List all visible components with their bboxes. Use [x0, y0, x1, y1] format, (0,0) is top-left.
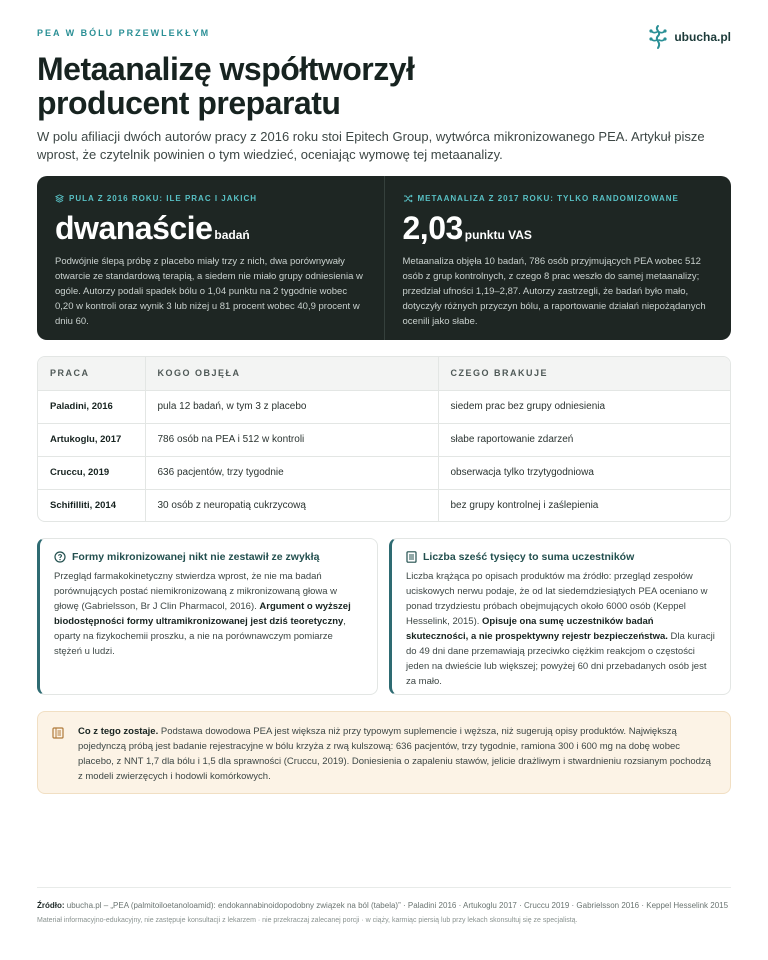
table-cell: 636 pacjentów, trzy tygodnie	[145, 456, 438, 489]
table-cell: pula 12 badań, w tym 3 z placebo	[145, 390, 438, 423]
stat-2017	[384, 176, 732, 340]
column-header: CZEGO BRAKUJE	[450, 368, 549, 379]
title-line-2: producent preparatu	[37, 85, 341, 121]
kicker: PEA W BÓLU PRZEWLEKŁYM	[37, 28, 211, 38]
stat-value	[403, 210, 714, 247]
stat-number: 2,03	[402, 210, 463, 246]
layers-icon	[55, 194, 64, 203]
title-line-1: Metaanalizę współtworzył	[37, 51, 415, 87]
stat-description: Podwójnie ślepą próbę z placebo miały trzy z nich, dwa porównywały otwarcie ze standardową terapią, a siedem nie miało grupy odniesienia w ogóle. Autorzy podali spadek bólu o 1,04 punktu na 2 tygodnie wobec 0,20 w kontroli oraz wynik 3 lub niżej u 81 procent wobec 40,9 procent w dniu 60.	[55, 256, 363, 327]
card-body: Liczba krążąca po opisach produktów ma źródło: przegląd zespołów uciskowych nerwu podaje, że od lat siedemdziesiątych PEA oceniano w ponad trzydziestu próbach obejmujących około 6000 osób (Keppel Hesselink, 2015). Opisuje ona sumę uczestników badań skuteczności, a nie prospektywny rejestr bezpieczeństwa. Dla kuracji do 49 dni dane przemawiają przeciwko ciężkim reakcjom o częstości jeden na dwieście lub większej; powyżej 60 dni przebadanych osób jest za mało.	[406, 571, 715, 687]
stat-value	[55, 210, 366, 247]
table-cell: Artukoglu, 2017	[38, 423, 145, 456]
column-header: PRACA	[50, 368, 90, 379]
footer	[37, 887, 731, 924]
table-row	[38, 456, 730, 489]
card-micronized	[37, 538, 378, 695]
studies-table	[37, 356, 731, 522]
table-cell: słabe raportowanie zdarzeń	[438, 423, 730, 456]
header	[37, 28, 731, 164]
sources: Źródło: ubucha.pl – „PEA (palmitoiloetanoloamid): endokannabinoidopodobny związek na ból (tabela)” · Paladini 2016 · Artukoglu 2017 · Cruccu 2019 · Gabrielsson 2016 · Keppel Hesselink 2015	[37, 901, 729, 910]
card-body: Przegląd farmakokinetyczny stwierdza wprost, że nie ma badań porównujących postać niemikronizowaną z mikronizowaną głowa w głowę (Gabrielsson, Br J Clin Pharmacol, 2016). Argument o wyższej biodostępności formy ultramikronizowanej jest dziś teoretyczny, oparty na fizykochemii proszku, a nie na porównawczym pomiarze stężeń u ludzi.	[54, 571, 351, 657]
card-title: Liczba sześć tysięcy to suma uczestników	[406, 551, 716, 563]
table-cell: obserwacja tylko trzytygodniowa	[438, 456, 730, 489]
stat-unit: punktu VAS	[464, 228, 532, 242]
lead-paragraph: W polu afiliacji dwóch autorów pracy z 2016 roku stoi Epitech Group, wytwórca mikronizowanego PEA. Artykuł pisze wprost, że czytelnik powinien o tym wiedzieć, oceniając wymowę tej metaanalizy.	[37, 129, 705, 162]
stat-description: Metaanaliza objęła 10 badań, 786 osób przyjmujących PEA wobec 512 osób z grup kontrolnych, z czego 8 prac weszło do samej metaanalizy; przedział ufności 1,19–2,87. Autorzy zastrzegli, że badań było mało, dotyczyły różnych przyczyn bólu, a raportowanie działań niepożądanych ocenili jako słabe.	[402, 256, 706, 327]
brand-logo-icon	[647, 24, 669, 50]
notes-icon	[52, 726, 64, 744]
table-cell: Paladini, 2016	[38, 390, 145, 423]
table-header-row	[38, 357, 730, 390]
table-row	[38, 489, 730, 522]
document-icon	[406, 551, 417, 563]
table-cell: bez grupy kontrolnej i zaślepienia	[438, 489, 730, 522]
column-header: KOGO OBJĘŁA	[145, 357, 438, 390]
stats-panel	[37, 176, 731, 340]
stat-label: METAANALIZA Z 2017 ROKU: TYLKO RANDOMIZOWANE	[403, 194, 714, 203]
stat-unit: badań	[214, 228, 250, 242]
note-text: Co z tego zostaje. Podstawa dowodowa PEA jest większa niż przy typowym suplemencie i węższa, niż sugerują opisy produktów. Największą pojedynczą próbą jest badanie rejestracyjne w bólu krzyża z rwą kulszową: 636 pacjentów, trzy tygodnie, ramiona 300 i 600 mg na dobę wobec placebo, z NNT 1,7 dla bólu i 1,5 dla sprawności (Cruccu, 2019). Doniesienia o zapaleniu stawów, jelicie drażliwym i stwardnieniu rozsianym pochodzą z modeli zwierzęcych i hodowli komórkowych.	[78, 726, 711, 782]
summary-note	[37, 711, 731, 794]
table-cell: 786 osób na PEA i 512 w kontroli	[145, 423, 438, 456]
table-cell: Schifilliti, 2014	[38, 489, 145, 522]
table-cell: Cruccu, 2019	[38, 456, 145, 489]
card-six-thousand	[389, 538, 731, 695]
table-cell: siedem prac bez grupy odniesienia	[438, 390, 730, 423]
question-circle-icon	[54, 551, 66, 563]
disclaimer: Materiał informacyjno-edukacyjny, nie zastępuje konsultacji z lekarzem · nie przekraczaj zalecanej porcji · w ciąży, karmiąc piersią lub przy lekach skonsultuj się ze specjalistą.	[37, 917, 578, 924]
table-row	[38, 390, 730, 423]
stat-number: dwanaście	[55, 210, 213, 246]
stat-label: PULA Z 2016 ROKU: ILE PRAC I JAKICH	[55, 194, 366, 203]
card-title: Formy mikronizowanej nikt nie zestawił ze zwykłą	[54, 551, 363, 563]
brand[interactable]	[647, 24, 731, 50]
page-title	[37, 52, 731, 120]
stat-2016	[37, 176, 384, 340]
shuffle-icon	[403, 194, 413, 203]
table-row	[38, 423, 730, 456]
table-cell: 30 osób z neuropatią cukrzycową	[145, 489, 438, 522]
brand-name: ubucha.pl	[674, 30, 731, 44]
